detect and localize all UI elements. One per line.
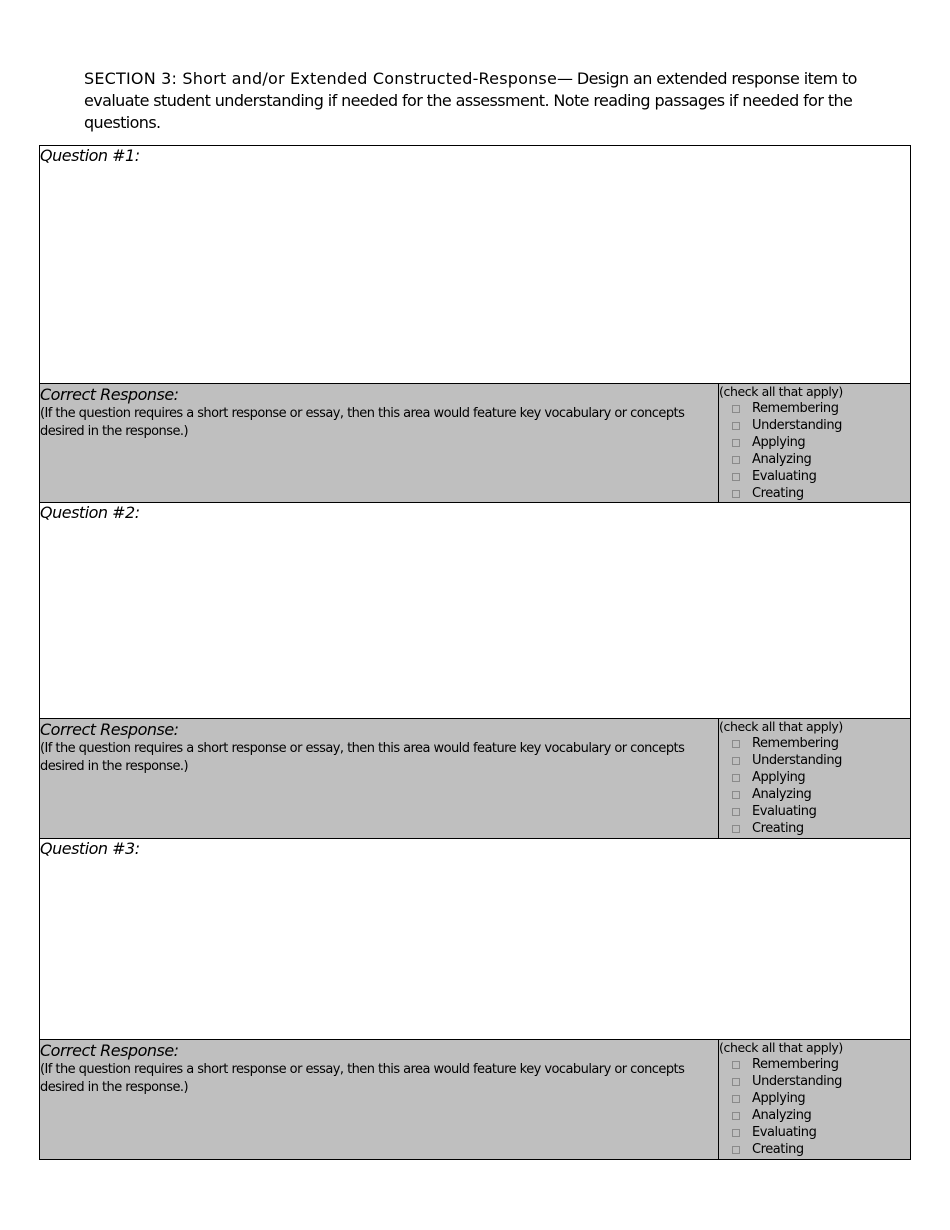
level-label: Evaluating [752,1125,817,1140]
response-row [40,719,911,839]
question-3-area[interactable] [40,839,911,1040]
response-note: (If the question requires a short response or essay, then this area would feature key vocabulary or concepts desired in the response.) [40,406,685,439]
checkbox[interactable] [732,1129,740,1137]
level-label: Understanding [752,1074,842,1089]
level-label: Creating [752,821,804,836]
question-label: Question #2: [40,503,140,522]
checkbox[interactable] [732,1078,740,1086]
checklist-item[interactable] [732,786,910,803]
checkbox[interactable] [732,473,740,481]
checkbox[interactable] [732,1112,740,1120]
level-label: Understanding [752,753,842,768]
response-title: Correct Response: [40,1041,179,1060]
checklist-item[interactable] [732,1073,910,1090]
checklist-item[interactable] [732,820,910,837]
checklist-item[interactable] [732,434,910,451]
checkbox[interactable] [732,490,740,498]
section-instructions: — Design an extended response item to evaluate student understanding if needed for the assessment. Note reading passages if needed for the questions. [84,69,857,132]
check-heading: (check all that apply) [719,1040,843,1055]
level-label: Remembering [752,1057,839,1072]
correct-response-2-area[interactable] [40,719,719,839]
checkbox[interactable] [732,825,740,833]
question-1-area[interactable] [40,146,911,384]
level-label: Analyzing [752,1108,812,1123]
level-label: Remembering [752,736,839,751]
checkbox[interactable] [732,791,740,799]
question-label: Question #3: [40,839,140,858]
checklist-item[interactable] [732,1124,910,1141]
checklist-item[interactable] [732,1141,910,1158]
check-heading: (check all that apply) [719,384,843,399]
checkbox[interactable] [732,774,740,782]
level-label: Applying [752,1091,806,1106]
checkbox[interactable] [732,422,740,430]
checklist-item[interactable] [732,752,910,769]
constructed-response-table [39,145,911,1160]
checklist-item[interactable] [732,468,910,485]
checkbox[interactable] [732,1061,740,1069]
checkbox[interactable] [732,439,740,447]
level-label: Evaluating [752,469,817,484]
response-note: (If the question requires a short response or essay, then this area would feature key vocabulary or concepts desired in the response.) [40,1062,685,1095]
checkbox[interactable] [732,456,740,464]
level-label: Evaluating [752,804,817,819]
level-label: Creating [752,1142,804,1157]
question-2-area[interactable] [40,503,911,719]
checkbox[interactable] [732,808,740,816]
question-row [40,146,911,384]
checkbox[interactable] [732,757,740,765]
response-row [40,384,911,503]
checklist-item[interactable] [732,769,910,786]
section-label: SECTION 3: Short and/or Extended Constructed-Response [84,69,557,88]
checklist-item[interactable] [732,417,910,434]
level-label: Remembering [752,401,839,416]
correct-response-1-area[interactable] [40,384,719,503]
checkbox[interactable] [732,405,740,413]
checklist-item[interactable] [732,451,910,468]
level-label: Analyzing [752,452,812,467]
checklist-item[interactable] [732,400,910,417]
bloom-checklist [719,719,911,839]
level-label: Applying [752,435,806,450]
checklist-item[interactable] [732,803,910,820]
bloom-checklist [719,1040,911,1160]
checkbox[interactable] [732,1095,740,1103]
level-label: Creating [752,486,804,501]
section-heading [84,68,874,134]
checklist-item[interactable] [732,1107,910,1124]
question-label: Question #1: [40,146,140,165]
checkbox[interactable] [732,1146,740,1154]
response-row [40,1040,911,1160]
level-label: Analyzing [752,787,812,802]
checkbox[interactable] [732,740,740,748]
check-heading: (check all that apply) [719,719,843,734]
question-row [40,839,911,1040]
checklist-item[interactable] [732,1056,910,1073]
response-note: (If the question requires a short response or essay, then this area would feature key vocabulary or concepts desired in the response.) [40,741,685,774]
response-title: Correct Response: [40,720,179,739]
bloom-checklist [719,384,911,503]
level-label: Applying [752,770,806,785]
checklist-item[interactable] [732,735,910,752]
level-label: Understanding [752,418,842,433]
checklist-item[interactable] [732,1090,910,1107]
response-title: Correct Response: [40,385,179,404]
checklist-item[interactable] [732,485,910,502]
correct-response-3-area[interactable] [40,1040,719,1160]
question-row [40,503,911,719]
